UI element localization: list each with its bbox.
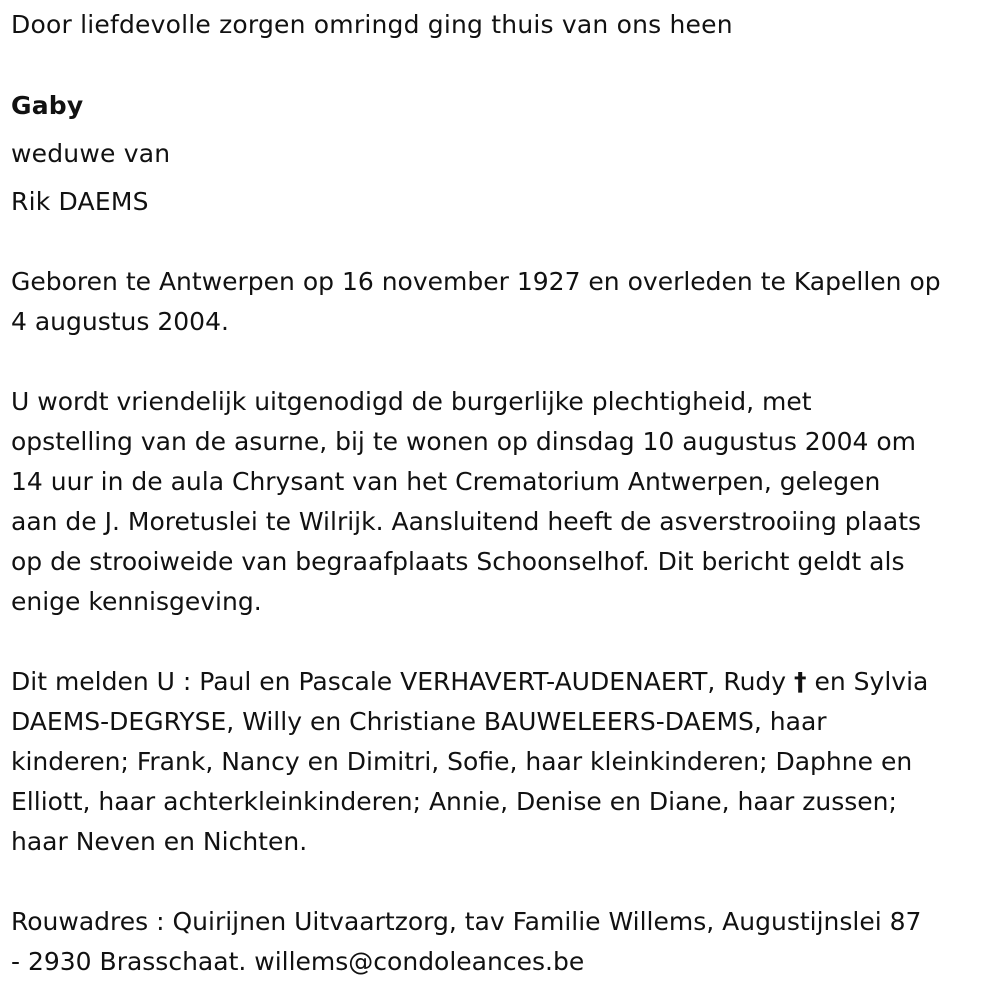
ceremony-line: aan de J. Moretuslei te Wilrijk. Aansluitend heeft de asverstrooiing plaats [11,507,922,536]
family-line: kinderen; Frank, Nancy en Dimitri, Sofie, haar kleinkinderen; Daphne en [11,747,913,776]
birth-death-line: Geboren te Antwerpen op 16 november 1927 en overleden te Kapellen op [11,267,941,296]
relation-text: weduwe van [11,139,171,168]
family-line: haar Neven en Nichten. [11,827,308,856]
ceremony-line: 14 uur in de aula Chrysant van het Crematorium Antwerpen, gelegen [11,467,881,496]
birth-death-paragraph [11,262,996,342]
ceremony-line: enige kennisgeving. [11,587,262,616]
address-line: Rouwadres : Quirijnen Uitvaartzorg, tav Familie Willems, Augustijnslei 87 [11,907,922,936]
address-paragraph [11,902,996,982]
ceremony-line: opstelling van de asurne, bij te wonen op dinsdag 10 augustus 2004 om [11,427,917,456]
family-line: DAEMS-DEGRYSE, Willy en Christiane BAUWELEERS-DAEMS, haar [11,707,827,736]
family-line: Elliott, haar achterkleinkinderen; Annie, Denise en Diane, haar zussen; [11,787,897,816]
family-text: en Sylvia [806,667,929,696]
ceremony-line: U wordt vriendelijk uitgenodigd de burgerlijke plechtigheid, met [11,387,812,416]
intro-text: Door liefdevolle zorgen omringd ging thuis van ons heen [11,10,733,39]
spouse-name: Rik DAEMS [11,187,149,216]
ceremony-paragraph [11,382,996,622]
family-paragraph [11,662,996,862]
address-line: - 2930 Brasschaat. willems@condoleances.be [11,947,585,976]
birth-death-line: 4 augustus 2004. [11,307,229,336]
family-text: Dit melden U : Paul en Pascale VERHAVERT-AUDENAERT, Rudy [11,667,795,696]
deceased-name: Gaby [11,91,84,120]
ceremony-line: op de strooiweide van begraafplaats Schoonselhof. Dit bericht geldt als [11,547,905,576]
cross-icon: † [794,667,807,696]
family-line [11,662,996,702]
